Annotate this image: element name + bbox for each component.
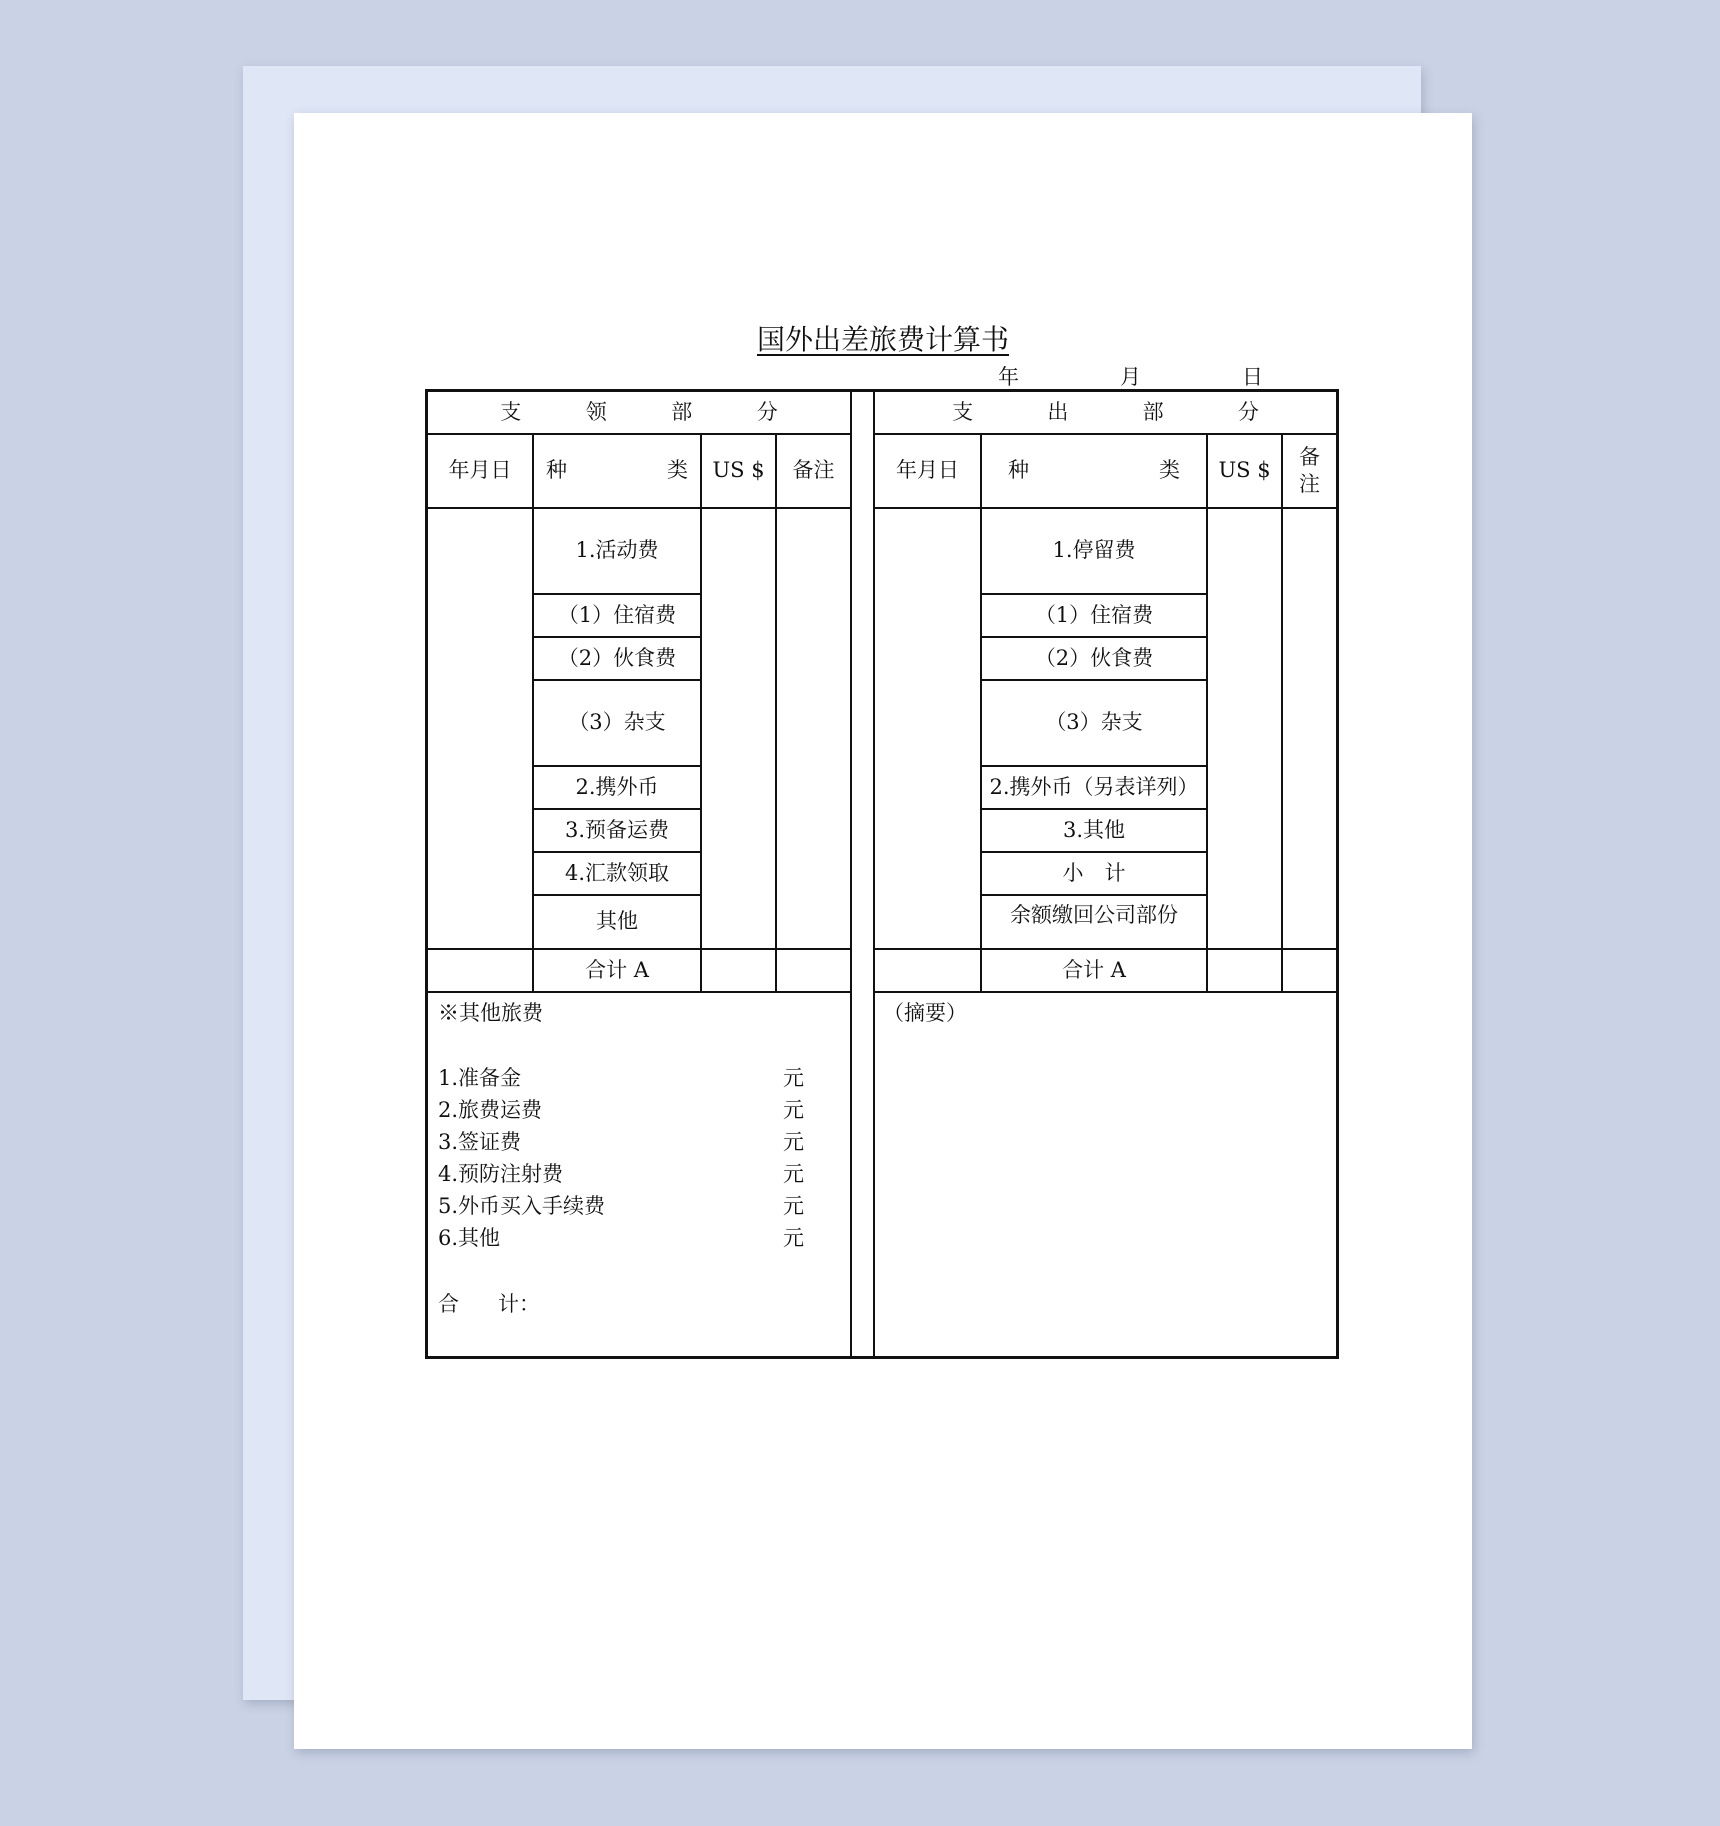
left-item: 3.预备运费: [564, 817, 670, 842]
right-section-char: 分: [1237, 399, 1259, 424]
left-item: 其他: [596, 909, 638, 934]
other-expense-label: 2.旅费运费: [438, 1098, 543, 1122]
right-item: 余额缴回公司部份: [1010, 903, 1178, 928]
other-expense-label: 3.签证费: [438, 1130, 522, 1154]
sum-label-b: 计：: [498, 1292, 540, 1316]
summary-label: （摘要）: [883, 1001, 967, 1025]
left-section-char: 领: [585, 399, 607, 424]
document-page: [294, 113, 1472, 1749]
other-expense-label: 1.准备金: [438, 1066, 522, 1090]
right-item: （3）杂支: [1045, 710, 1143, 735]
right-section-title: [875, 392, 1336, 433]
left-item: （1）住宿费: [557, 602, 677, 627]
left-header-type-b: 类: [667, 458, 688, 483]
right-item: （2）伙食费: [1034, 645, 1154, 670]
right-header-type-a: 种: [1008, 458, 1029, 483]
other-expense-unit: 元: [783, 1130, 804, 1154]
right-header-date: 年月日: [896, 458, 959, 483]
rule: [873, 991, 1336, 993]
rule: [700, 433, 702, 993]
left-section-char: 部: [671, 399, 693, 424]
left-header-type: [534, 435, 700, 507]
other-expense-label: 5.外币买入手续费: [438, 1194, 606, 1218]
right-item: 3.其他: [1062, 817, 1126, 842]
other-expense-unit: 元: [783, 1162, 804, 1186]
rule: [1281, 433, 1283, 993]
left-total-label: 合计 A: [585, 957, 649, 982]
right-header-note: [1283, 435, 1336, 507]
date-year-label: 年: [998, 365, 1019, 389]
right-header-usd: US $: [1218, 458, 1271, 483]
center-divider-right: [873, 392, 875, 1356]
other-expense-unit: 元: [783, 1226, 804, 1250]
left-header-type-a: 种: [546, 458, 567, 483]
right-section-char: 部: [1142, 399, 1164, 424]
left-section-char: 支: [500, 399, 522, 424]
left-header-date: 年月日: [448, 458, 512, 483]
other-expense-label: 6.其他: [438, 1226, 501, 1250]
right-item: 2.携外币（另表详列）: [989, 774, 1199, 799]
right-header-note-1: 备: [1299, 444, 1320, 469]
document-title: 国外出差旅费计算书: [756, 323, 1009, 356]
left-item: 2.携外币: [575, 774, 659, 799]
left-item: 4.汇款领取: [564, 860, 670, 885]
right-header-type: [982, 435, 1206, 507]
sum-label-a: 合: [438, 1292, 459, 1316]
right-section-char: 出: [1047, 399, 1069, 424]
left-header-note: 备注: [792, 458, 835, 483]
other-expense-label: 4.预防注射费: [438, 1162, 564, 1186]
rule: [428, 991, 852, 993]
right-item: 1.停留费: [1052, 538, 1136, 563]
right-total-label: 合计 A: [1062, 957, 1126, 982]
rule: [775, 433, 777, 993]
other-expenses-title: ※其他旅费: [438, 1001, 543, 1025]
other-expense-unit: 元: [783, 1194, 804, 1218]
right-item: （1）住宿费: [1034, 602, 1154, 627]
other-expense-unit: 元: [783, 1066, 804, 1090]
right-header-note-2: 注: [1299, 472, 1320, 496]
left-section-char: 分: [756, 399, 778, 424]
left-section-title: [428, 392, 850, 433]
other-expense-unit: 元: [783, 1098, 804, 1122]
right-item: 小 计: [1062, 860, 1126, 885]
rule: [1206, 433, 1208, 993]
left-item: （3）杂支: [568, 710, 666, 735]
right-section-char: 支: [952, 399, 974, 424]
right-header-type-b: 类: [1159, 458, 1180, 483]
left-header-usd: US $: [712, 458, 765, 483]
date-month-label: 月: [1120, 365, 1141, 389]
date-day-label: 日: [1242, 365, 1263, 389]
left-item: （2）伙食费: [557, 645, 677, 670]
travel-expense-form: [425, 389, 1339, 1359]
left-item: 1.活动费: [575, 538, 659, 563]
center-divider-left: [850, 392, 852, 1356]
